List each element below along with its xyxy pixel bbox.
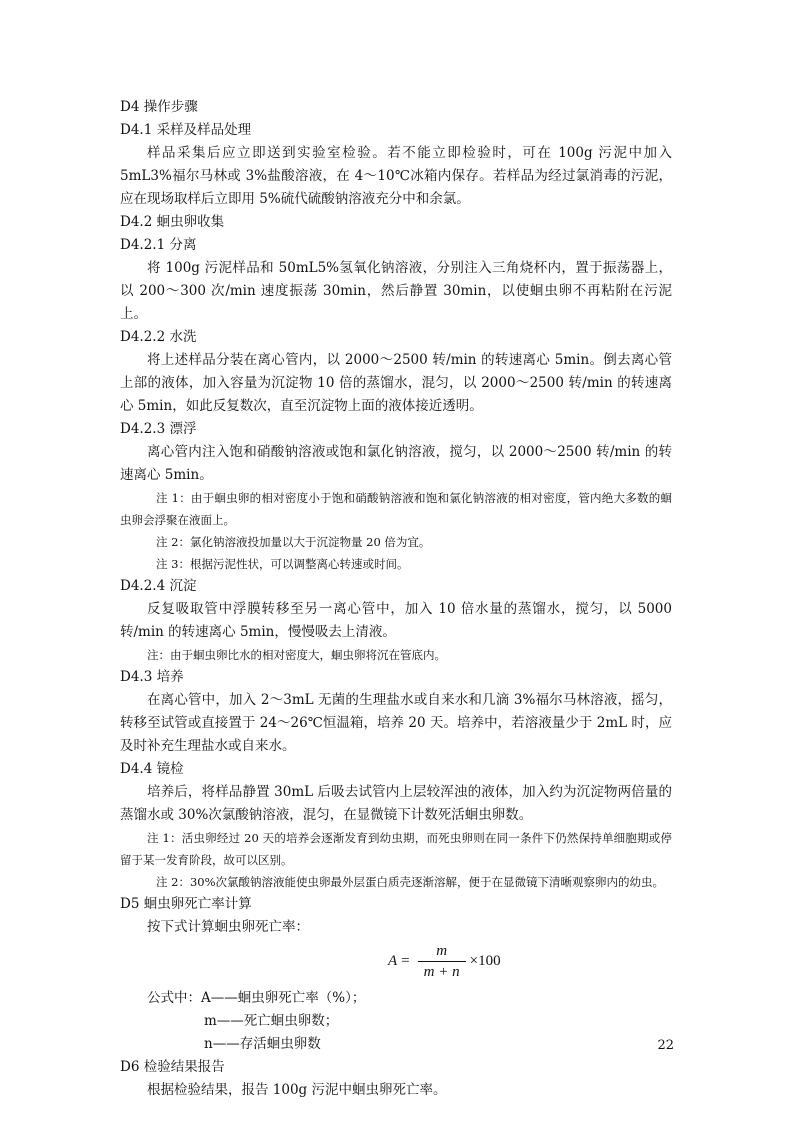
note-d4-2-3-1: 注 1：由于蛔虫卵的相对密度小于饱和硝酸钠溶液和饱和氯化钠溶液的相对密度，管内绝大多数的蛔虫卵会浮聚在液面上。 xyxy=(120,491,672,527)
formula-numerator: m xyxy=(436,943,448,959)
section-heading-d4: D4 操作步骤 xyxy=(120,99,198,115)
formula-multiplier: ×100 xyxy=(469,953,501,969)
formula-equals: = xyxy=(401,953,410,969)
paragraph-d4-2-2: 将上述样品分装在离心管内，以 2000～2500 转/min 的转速离心 5min。倒去离心管上部的液体，加入容量为沉淀物 10 倍的蒸馏水，混匀，以 2000～2500 转/min 的转速离心 5min，如此反复数次，直至沉淀物上面的液体接近透明。 xyxy=(120,352,672,414)
section-heading-d4-2-3: D4.2.3 漂浮 xyxy=(120,421,197,437)
section-heading-d4-2-2: D4.2.2 水洗 xyxy=(120,329,197,345)
section-heading-d4-1: D4.1 采样及样品处理 xyxy=(120,122,252,138)
formula-legend-a: 公式中：A——蛔虫卵死亡率（%）； xyxy=(147,990,366,1006)
section-heading-d4-2-4: D4.2.4 沉淀 xyxy=(120,578,197,594)
note-d4-2-4: 注：由于蛔虫卵比水的相对密度大，蛔虫卵将沉在管底内。 xyxy=(147,648,446,662)
page-body xyxy=(120,96,672,1102)
paragraph-d4-2-3: 离心管内注入饱和硝酸钠溶液或饱和氯化钠溶液，搅匀，以 2000～2500 转/min 的转速离心 5min。 xyxy=(120,444,672,483)
formula-lhs: A xyxy=(388,953,398,969)
paragraph-d5: 按下式计算蛔虫卵死亡率： xyxy=(147,919,309,935)
note-d4-2-3-2: 注 2：氯化钠溶液投加量以大于沉淀物量 20 倍为宜。 xyxy=(156,535,431,549)
formula-denominator: m + n xyxy=(423,964,460,980)
paragraph-d4-3: 在离心管中，加入 2～3mL 无菌的生理盐水或自来水和几滴 3%福尔马林溶液，摇匀，转移至试管或直接置于 24～26℃恒温箱，培养 20 天。培养中，若溶液量少于 2mL 时，应及时补充生理盐水或自来水。 xyxy=(120,692,672,754)
formula xyxy=(388,941,501,982)
paragraph-d4-2-1: 将 100g 污泥样品和 50mL5%氢氧化钠溶液，分别注入三角烧杯内，置于振荡器上，以 200～300 次/min 速度振荡 30min，然后静置 30min，以使蛔虫卵不再粘附在污泥上。 xyxy=(120,260,672,322)
section-heading-d4-3: D4.3 培养 xyxy=(120,669,184,685)
note-d4-4-1: 注 1：活虫卵经过 20 天的培养会逐渐发育到幼虫期，而死虫卵则在同一条件下仍然保持单细胞期或停留于某一发育阶段，故可以区别。 xyxy=(120,831,672,867)
note-d4-4-2: 注 2：30%次氯酸钠溶液能使虫卵最外层蛋白质壳逐渐溶解，便于在显微镜下清晰观察卵内的幼虫。 xyxy=(156,875,665,889)
section-heading-d5: D5 蛔虫卵死亡率计算 xyxy=(120,896,252,912)
paragraph-d6: 根据检验结果，报告 100g 污泥中蛔虫卵死亡率。 xyxy=(147,1082,447,1098)
formula-fraction xyxy=(418,941,466,982)
formula-block xyxy=(120,939,672,987)
paragraph-d4-4: 培养后，将样品静置 30mL 后吸去试管内上层较浑浊的液体，加入约为沉淀物两倍量的蒸馏水或 30%次氯酸钠溶液，混匀，在显微镜下计数死活蛔虫卵数。 xyxy=(120,784,672,823)
note-d4-2-3-3: 注 3：根据污泥性状，可以调整离心转速或时间。 xyxy=(156,557,409,571)
paragraph-d4-2-4: 反复吸取管中浮膜转移至另一离心管中，加入 10 倍水量的蒸馏水，搅匀，以 5000 转/min 的转速离心 5min，慢慢吸去上清液。 xyxy=(120,601,672,640)
formula-legend-m: m——死亡蛔虫卵数； xyxy=(204,1013,339,1029)
page-number: 22 xyxy=(657,1038,674,1053)
section-heading-d4-2-1: D4.2.1 分离 xyxy=(120,237,197,253)
section-heading-d4-4: D4.4 镜检 xyxy=(120,761,184,777)
formula-legend-n: n——存活蛔虫卵数 xyxy=(204,1036,321,1052)
section-heading-d4-2: D4.2 蛔虫卵收集 xyxy=(120,214,225,230)
paragraph-d4-1: 样品采集后应立即送到实验室检验。若不能立即检验时，可在 100g 污泥中加入 5mL3%福尔马林或 3%盐酸溶液，在 4～10℃冰箱内保存。若样品为经过氯消毒的污泥，应在现场取样后立即用 5%硫代硫酸钠溶液充分中和余氯。 xyxy=(120,145,672,207)
section-heading-d6: D6 检验结果报告 xyxy=(120,1059,225,1075)
